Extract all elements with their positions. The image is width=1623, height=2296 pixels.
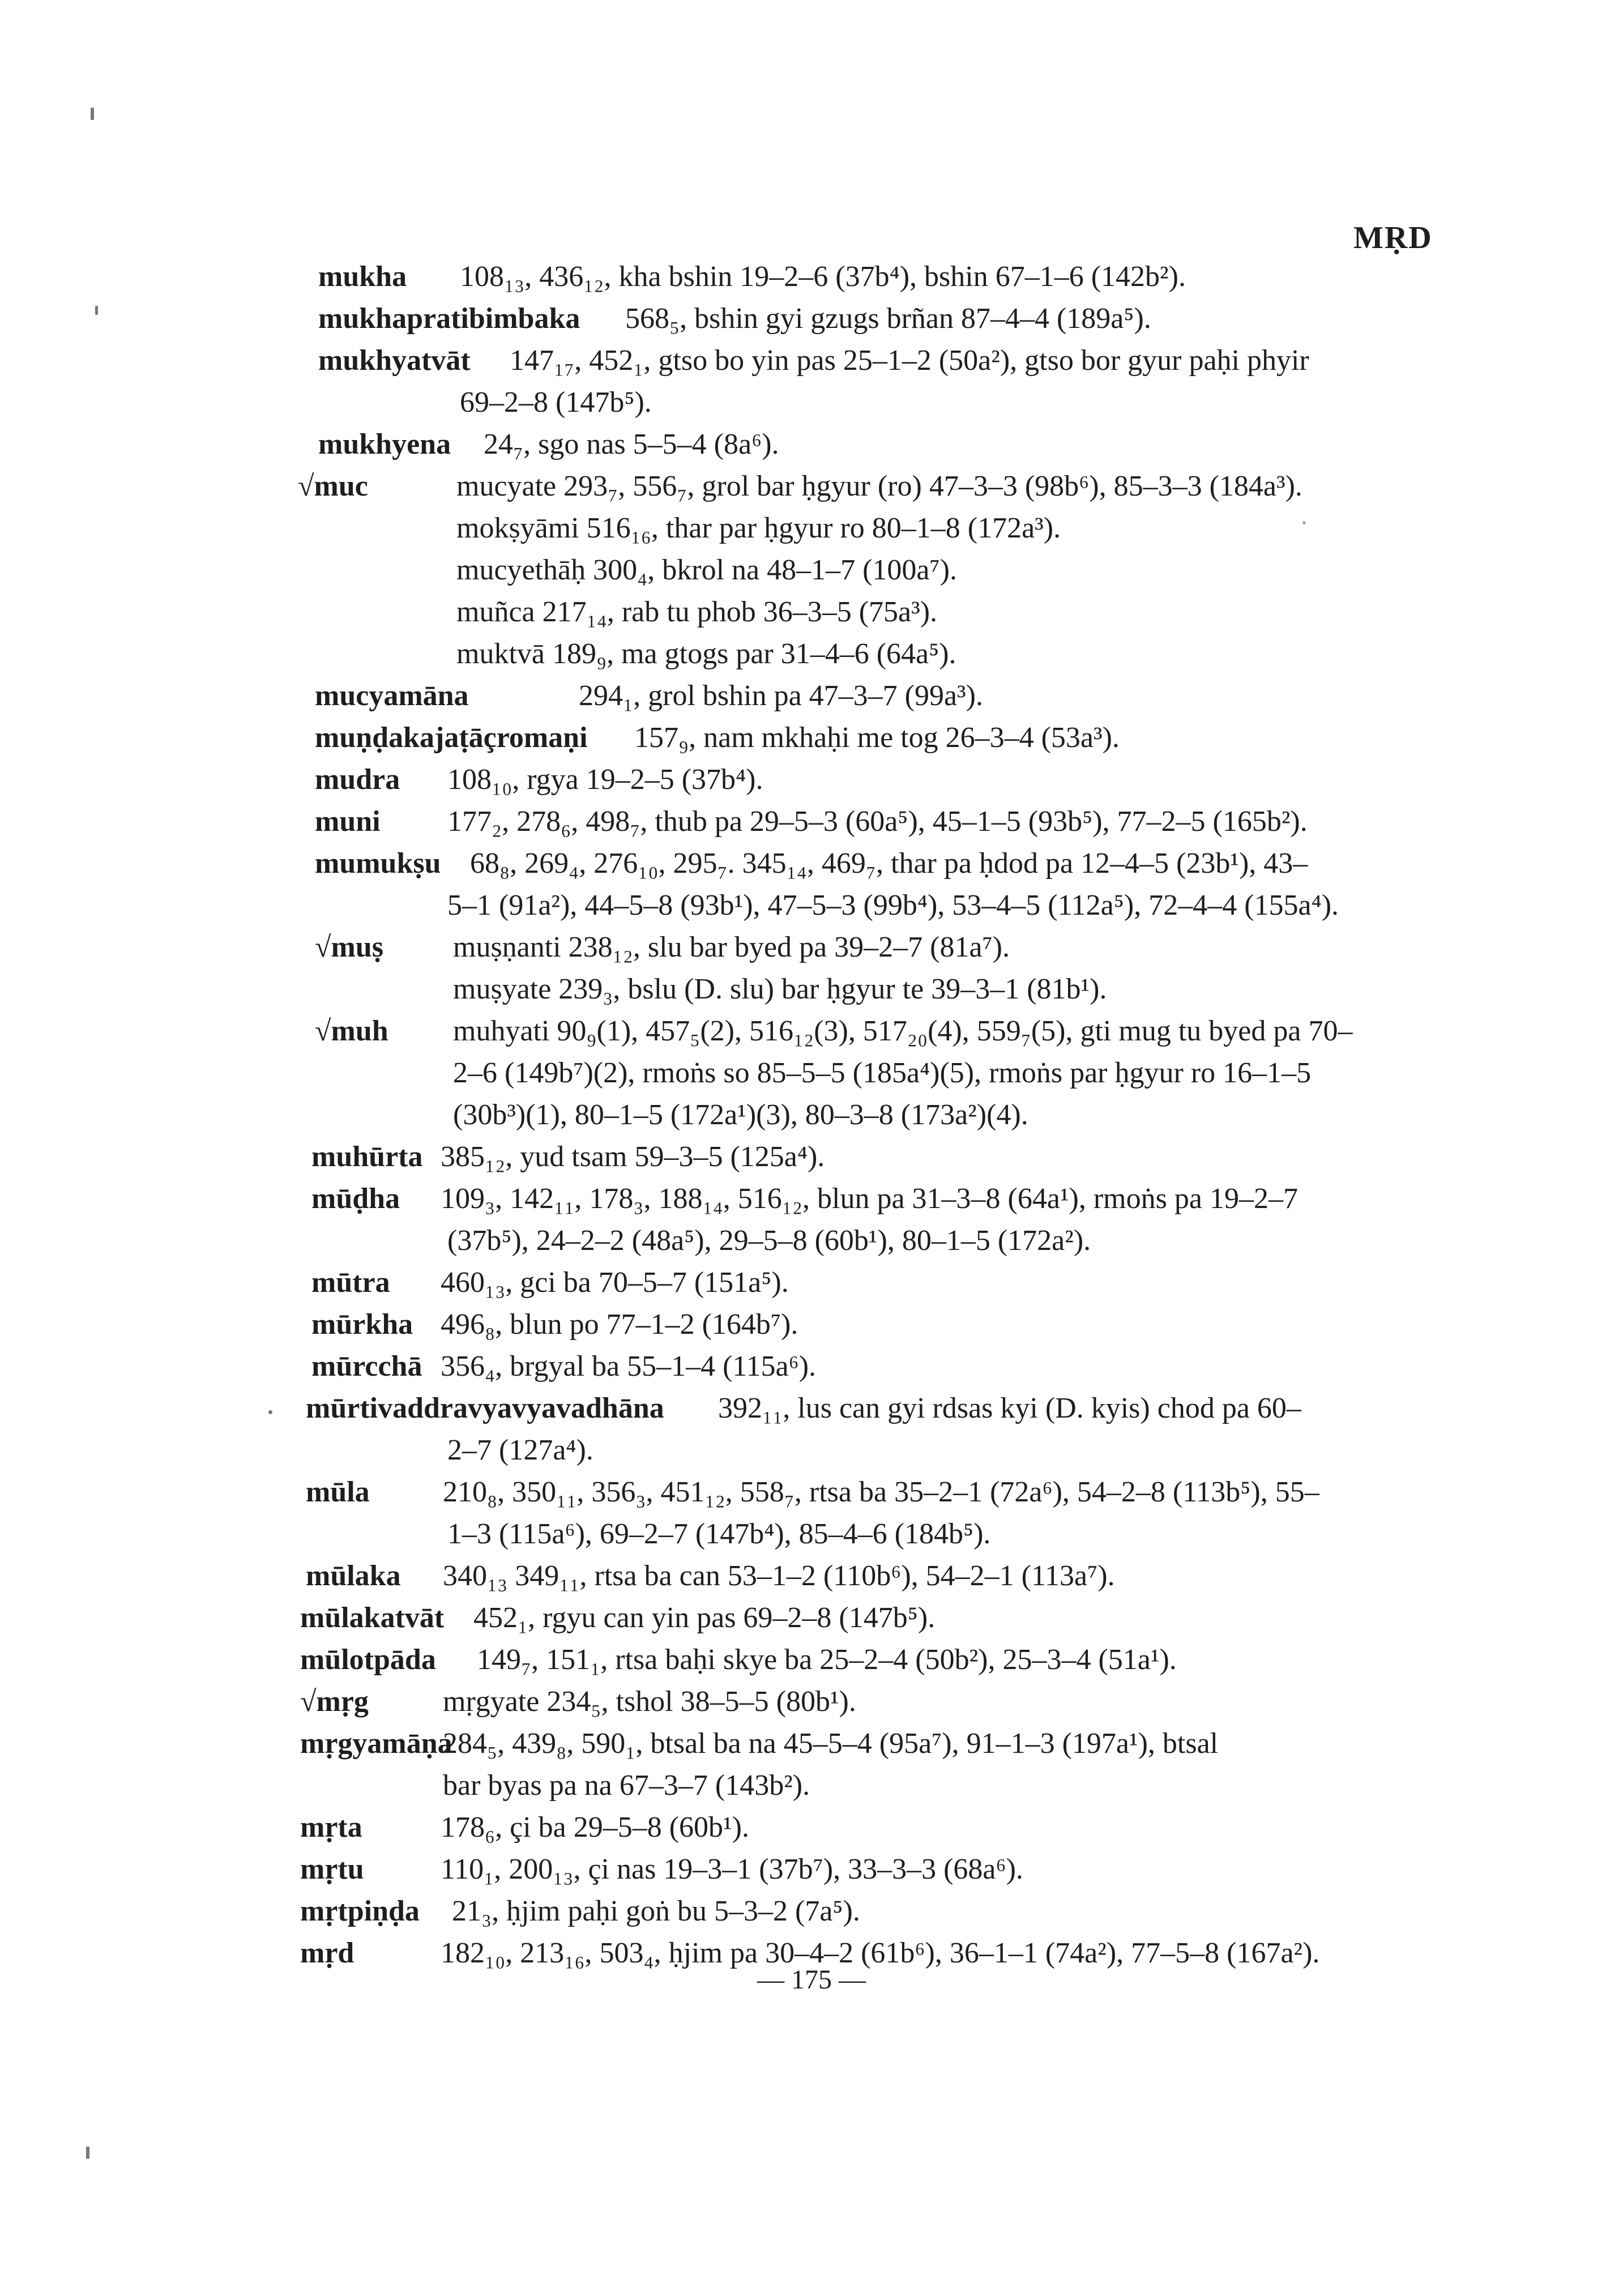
entry-text: 210₈, 350₁₁, 356₃, 451₁₂, 558₇, rtsa ba 35–2–1 (72a⁶), 54–2–8 (113b⁵), 55– xyxy=(443,1476,1319,1508)
entry-headword: mūlakatvāt xyxy=(300,1602,445,1634)
entry-headword: √mṛg xyxy=(300,1685,369,1718)
scan-speck xyxy=(91,108,94,120)
entry-text: 460₁₃, gci ba 70–5–7 (151a⁵). xyxy=(441,1266,789,1299)
entry-text: 110₁, 200₁₃, çi nas 19–3–1 (37b⁷), 33–3–3 (68a⁶). xyxy=(441,1853,1023,1885)
entry-text: 109₃, 142₁₁, 178₃, 188₁₄, 516₁₂, blun pa 31–3–8 (64a¹), rmoṅs pa 19–2–7 xyxy=(441,1183,1298,1215)
entry-text: mṛgyate 234₅, tshol 38–5–5 (80b¹). xyxy=(443,1685,856,1718)
entry-headword: mudra xyxy=(315,763,400,796)
entry-headword: mukha xyxy=(318,261,407,293)
entry-headword: √muc xyxy=(298,470,368,502)
entry-headword: mumukṣu xyxy=(315,847,441,880)
entry-headword: mucyamāna xyxy=(315,680,469,712)
entry-headword: mukhyatvāt xyxy=(318,344,471,377)
entry-headword: mukhapratibimbaka xyxy=(318,302,580,335)
entry-text: 356₄, brgyal ba 55–1–4 (115a⁶). xyxy=(441,1350,817,1382)
entry-headword: mūlaka xyxy=(306,1560,401,1592)
entry-headword: mṛta xyxy=(300,1811,362,1843)
entry-text-continuation: 5–1 (91a²), 44–5–8 (93b¹), 47–5–3 (99b⁴), 53–4–5 (112a⁵), 72–4–4 (155a⁴). xyxy=(447,889,1339,921)
entry-text-continuation: 1–3 (115a⁶), 69–2–7 (147b⁴), 85–4–6 (184b⁵). xyxy=(447,1518,991,1550)
entry-headword: mūrtivaddravyavyavadhāna xyxy=(306,1392,664,1424)
entry-headword: mṛd xyxy=(300,1937,355,1969)
entry-headword: muni xyxy=(315,805,381,838)
entry-text: 496₈, blun po 77–1–2 (164b⁷). xyxy=(441,1308,798,1341)
entry-headword: mūtra xyxy=(311,1266,390,1299)
entry-text-continuation: mucyethāḥ 300₄, bkrol na 48–1–7 (100a⁷). xyxy=(456,554,957,586)
entry-text: 177₂, 278₆, 498₇, thub pa 29–5–3 (60a⁵), 45–1–5 (93b⁵), 77–2–5 (165b²). xyxy=(447,805,1308,838)
scan-speck xyxy=(95,306,98,315)
entry-headword: mūrkha xyxy=(311,1308,413,1341)
entry-text: 452₁, rgyu can yin pas 69–2–8 (147b⁵). xyxy=(473,1602,936,1634)
entry-text: muhyati 90₉(1), 457₅(2), 516₁₂(3), 517₂₀(4), 559₇(5), gti mug tu byed pa 70– xyxy=(453,1015,1353,1047)
scan-speck xyxy=(268,1410,272,1414)
page-number: — 175 — xyxy=(757,1965,866,1995)
entry-headword: muṇḍakajaṭāçromaṇi xyxy=(315,722,588,754)
entry-text: 24₇, sgo nas 5–5–4 (8a⁶). xyxy=(484,428,779,460)
entry-headword: mūla xyxy=(306,1476,370,1508)
entry-text-continuation: 2–7 (127a⁴). xyxy=(447,1434,593,1466)
entry-text-continuation: mokṣyāmi 516₁₆, thar par ḥgyur ro 80–1–8 (172a³). xyxy=(456,512,1061,544)
entry-text: 385₁₂, yud tsam 59–3–5 (125a⁴). xyxy=(441,1141,825,1173)
entry-text: 157₉, nam mkhaḥi me tog 26–3–4 (53a³). xyxy=(634,722,1120,754)
entry-text: 68₈, 269₄, 276₁₀, 295₇. 345₁₄, 469₇, thar pa ḥdod pa 12–4–5 (23b¹), 43– xyxy=(470,847,1308,880)
entry-text: 340₁₃ 349₁₁, rtsa ba can 53–1–2 (110b⁶), 54–2–1 (113a⁷). xyxy=(443,1560,1115,1592)
entry-headword: mūrcchā xyxy=(311,1350,422,1382)
entry-headword: mṛtpiṇḍa xyxy=(300,1895,420,1927)
entry-text: 294₁, grol bshin pa 47–3–7 (99a³). xyxy=(579,680,983,712)
entry-text: muṣṇanti 238₁₂, slu bar byed pa 39–2–7 (81a⁷). xyxy=(453,931,1010,963)
entry-text-continuation: 69–2–8 (147b⁵). xyxy=(460,386,652,419)
entry-headword: √muh xyxy=(315,1015,388,1047)
entry-text: 284₅, 439₈, 590₁, btsal ba na 45–5–4 (95a⁷), 91–1–3 (197a¹), btsal xyxy=(443,1727,1219,1760)
entry-text: 178₆, çi ba 29–5–8 (60b¹). xyxy=(441,1811,749,1843)
scan-speck xyxy=(1302,521,1306,524)
entry-text-continuation: muñca 217₁₄, rab tu phob 36–3–5 (75a³). xyxy=(456,596,938,628)
entry-text: mucyate 293₇, 556₇, grol bar ḥgyur (ro) 47–3–3 (98b⁶), 85–3–3 (184a³). xyxy=(456,470,1302,502)
entry-text: 149₇, 151₁, rtsa baḥi skye ba 25–2–4 (50b²), 25–3–4 (51a¹). xyxy=(477,1644,1177,1676)
entry-headword: muhūrta xyxy=(311,1141,423,1173)
entry-headword: mukhyena xyxy=(318,428,451,460)
entry-text: 568₅, bshin gyi gzugs brñan 87–4–4 (189a⁵). xyxy=(625,302,1151,335)
entry-headword: mūlotpāda xyxy=(300,1644,436,1676)
entry-text: 392₁₁, lus can gyi rdsas kyi (D. kyis) chod pa 60– xyxy=(718,1392,1301,1424)
entry-text-continuation: (37b⁵), 24–2–2 (48a⁵), 29–5–8 (60b¹), 80–1–5 (172a²). xyxy=(447,1224,1091,1257)
entry-headword: mṛtu xyxy=(300,1853,364,1885)
entry-text: 108₁₀, rgya 19–2–5 (37b⁴). xyxy=(447,763,763,796)
entry-text-continuation: (30b³)(1), 80–1–5 (172a¹)(3), 80–3–8 (173a²)(4). xyxy=(453,1099,1028,1131)
entry-text: 108₁₃, 436₁₂, kha bshin 19–2–6 (37b⁴), bshin 67–1–6 (142b²). xyxy=(460,261,1186,293)
entry-text-continuation: 2–6 (149b⁷)(2), rmoṅs so 85–5–5 (185a⁴)(5), rmoṅs par ḥgyur ro 16–1–5 xyxy=(453,1057,1312,1089)
entry-text: 21₃, ḥjim paḥi goṅ bu 5–3–2 (7a⁵). xyxy=(452,1895,860,1927)
entry-headword: √muṣ xyxy=(315,931,384,963)
scan-speck xyxy=(86,2146,89,2159)
entry-headword: mṛgyamāṇa xyxy=(300,1727,452,1760)
running-header: MṚD xyxy=(1353,220,1433,255)
entry-text: 182₁₀, 213₁₆, 503₄, ḥjim pa 30–4–2 (61b⁶), 36–1–1 (74a²), 77–5–8 (167a²). xyxy=(441,1937,1320,1969)
entry-text-continuation: muṣyate 239₃, bslu (D. slu) bar ḥgyur te 39–3–1 (81b¹). xyxy=(453,973,1107,1005)
entry-headword: mūḍha xyxy=(311,1183,400,1215)
entry-text: 147₁₇, 452₁, gtso bo yin pas 25–1–2 (50a²), gtso bor gyur paḥi phyir xyxy=(510,344,1309,377)
entry-text-continuation: bar byas pa na 67–3–7 (143b²). xyxy=(443,1769,810,1802)
entry-text-continuation: muktvā 189₉, ma gtogs par 31–4–6 (64a⁵). xyxy=(456,638,956,670)
